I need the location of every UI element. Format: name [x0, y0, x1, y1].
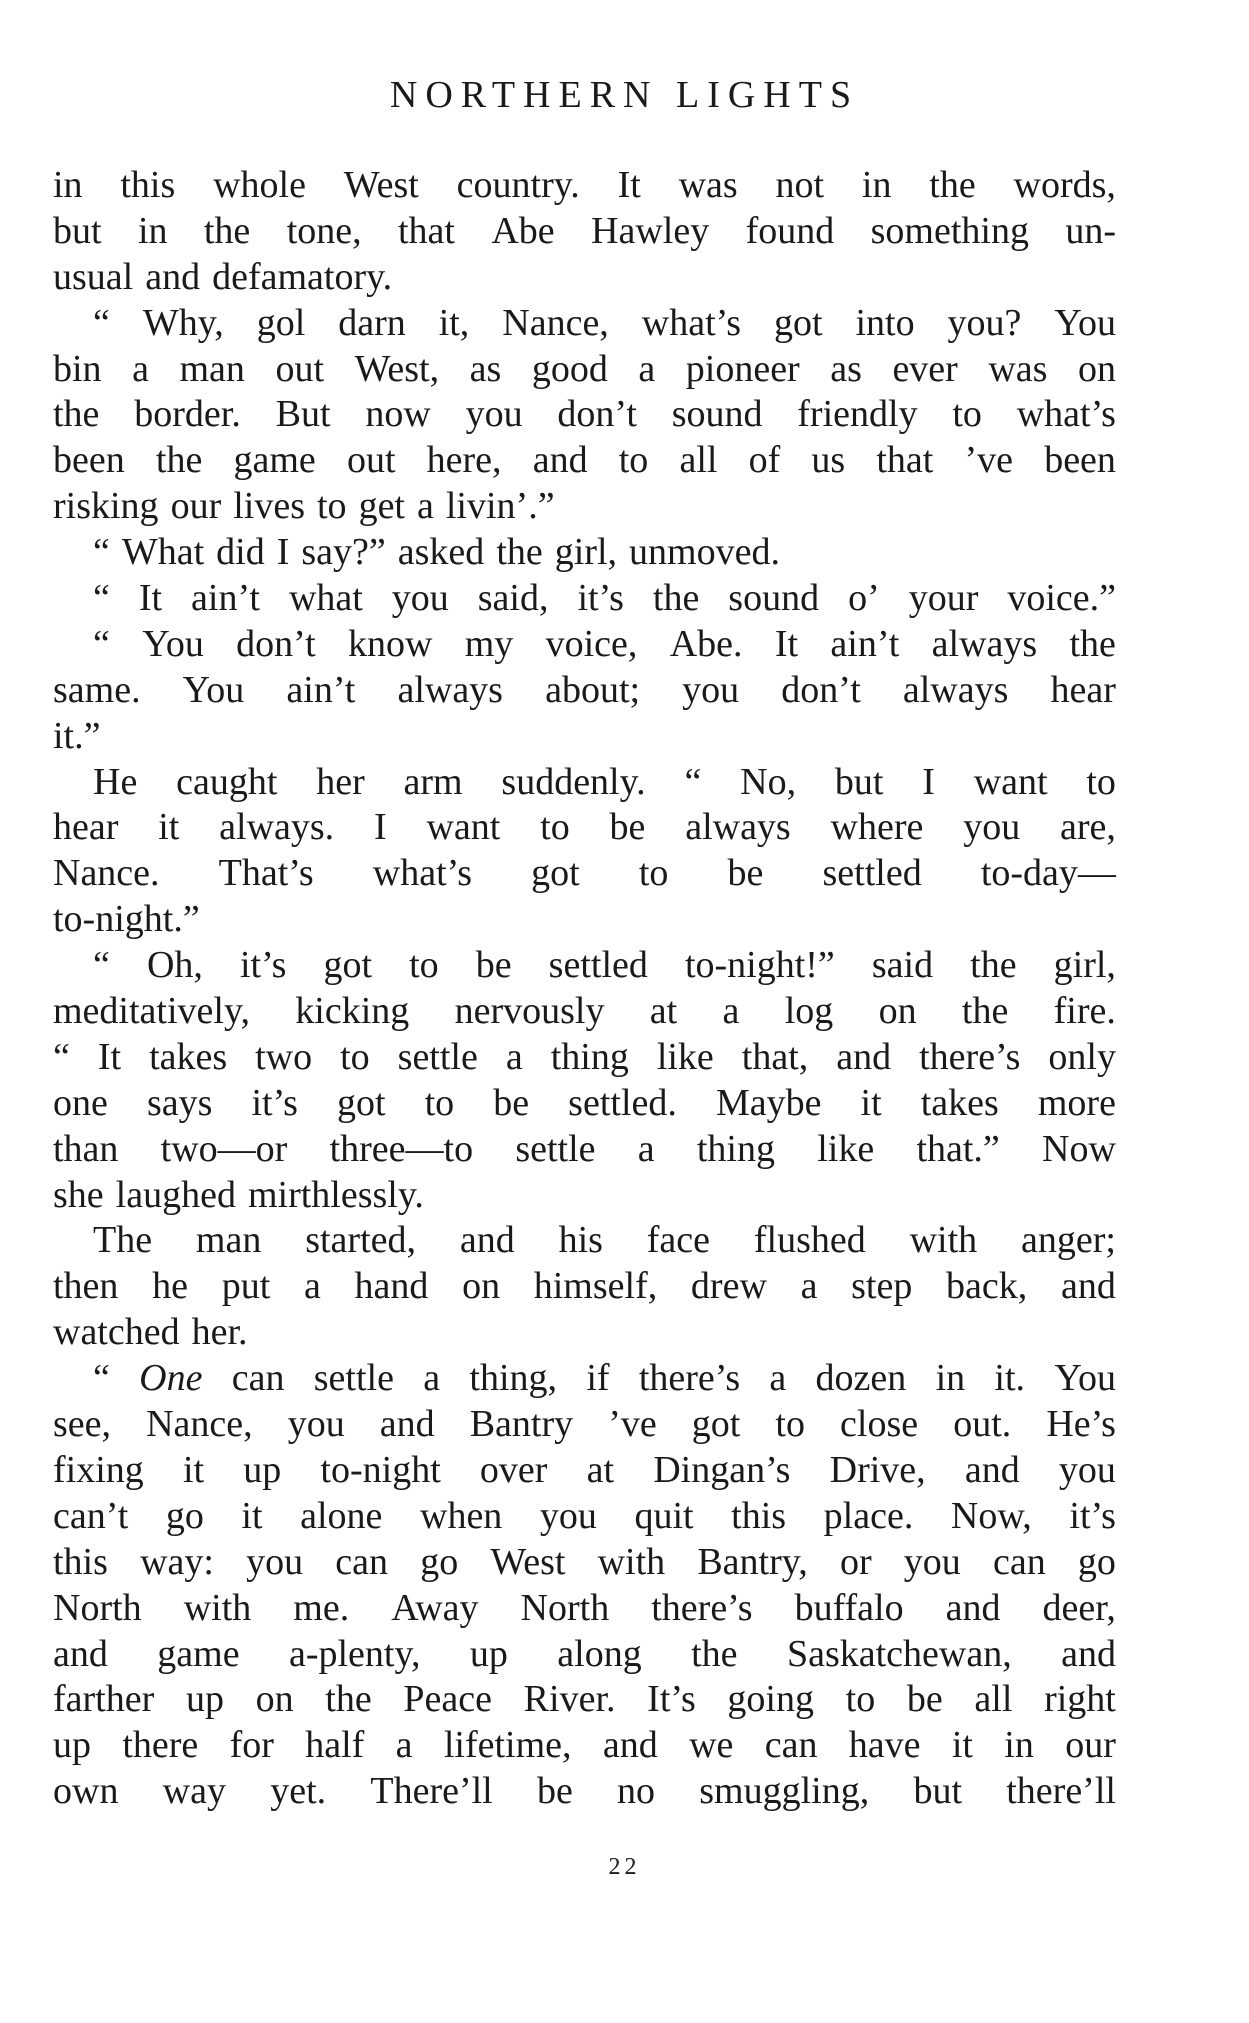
text-line: own way yet. There’ll be no smuggling, but there’ll	[53, 1770, 1116, 1813]
text-line: up there for half a lifetime, and we can have it in our	[53, 1724, 1116, 1767]
text-line: “ It takes two to settle a thing like that, and there’s only	[53, 1035, 1116, 1078]
text-line: this way: you can go West with Bantry, or you can go	[53, 1540, 1116, 1583]
text-line: in this whole West country. It was not in the words,	[53, 164, 1116, 206]
text-line: farther up on the Peace River. It’s going to be all right	[53, 1678, 1116, 1721]
text-line: and game a-plenty, up along the Saskatchewan, and	[53, 1632, 1116, 1675]
text-line: “ It ain’t what you said, it’s the sound o’ your voice.”	[93, 577, 1116, 620]
text-line: “ You don’t know my voice, Abe. It ain’t always the	[93, 622, 1116, 665]
text-line: same. You ain’t always about; you don’t always hear	[53, 668, 1116, 711]
text-line: “ What did I say?” asked the girl, unmoved.	[93, 531, 780, 574]
text-line: one says it’s got to be settled. Maybe it takes more	[53, 1081, 1116, 1124]
text-line: than two—or three—to settle a thing like that.” Now	[53, 1127, 1116, 1170]
text-line: risking our lives to get a livin’.”	[53, 485, 555, 528]
text-line: “ One can settle a thing, if there’s a dozen in it. You	[93, 1357, 1116, 1400]
text-line: to-night.”	[53, 898, 200, 941]
text-line: Nance. That’s what’s got to be settled to-day—	[53, 852, 1116, 895]
text-line: He caught her arm suddenly. “ No, but I want to	[93, 760, 1116, 803]
text-line: hear it always. I want to be always where you are,	[53, 806, 1116, 849]
text-line: watched her.	[53, 1311, 248, 1354]
text-line: been the game out here, and to all of us that ’ve been	[53, 439, 1116, 482]
running-head: NORTHERN LIGHTS	[389, 74, 860, 116]
text-line: it.”	[53, 714, 101, 757]
text-line: fixing it up to-night over at Dingan’s Drive, and you	[53, 1448, 1116, 1491]
text-line: the border. But now you don’t sound friendly to what’s	[53, 393, 1116, 436]
text-line: “ Why, gol darn it, Nance, what’s got into you? You	[93, 301, 1116, 344]
text-line: see, Nance, you and Bantry ’ve got to close out. He’s	[53, 1403, 1116, 1446]
text-line: “ Oh, it’s got to be settled to-night!” said the girl,	[93, 944, 1116, 987]
text-line: bin a man out West, as good a pioneer as ever was on	[53, 347, 1116, 390]
text-line: can’t go it alone when you quit this place. Now, it’s	[53, 1494, 1116, 1537]
text-line: usual and defamatory.	[53, 255, 393, 298]
text-line: meditatively, kicking nervously at a log on the fire.	[53, 990, 1116, 1033]
text-line: North with me. Away North there’s buffalo and deer,	[53, 1586, 1116, 1629]
text-line: then he put a hand on himself, drew a step back, and	[53, 1265, 1116, 1308]
body-text	[53, 163, 1116, 1815]
text-line: The man started, and his face flushed with anger;	[93, 1219, 1116, 1262]
text-line: but in the tone, that Abe Hawley found something un-	[53, 209, 1116, 252]
page-number: 22	[608, 1854, 641, 1880]
text-line: she laughed mirthlessly.	[53, 1173, 424, 1216]
